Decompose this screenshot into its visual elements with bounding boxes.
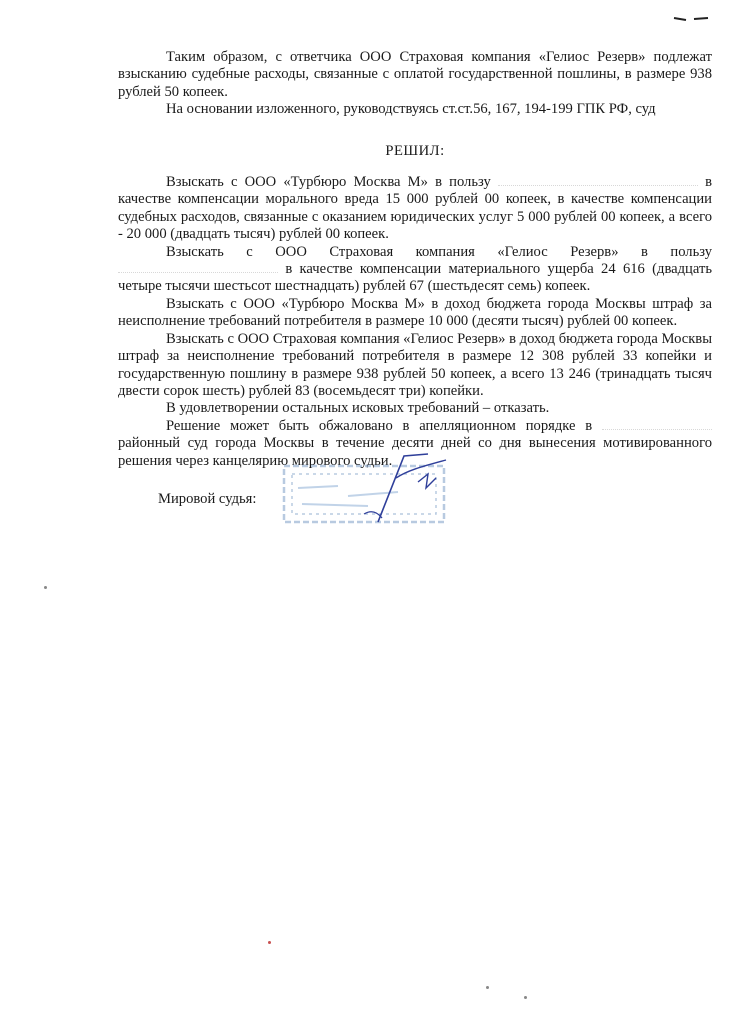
- decision-item-fine-gelios: Взыскать с ООО Страховая компания «Гелиос Резерв» в доход бюджета города Москвы штраф за неисполнение требований потребителя в размере 12 308 рублей 33 копейки и государственную пошлину в размере 938 рублей 50 копеек, а всего 13 246 (тринадцать тысяч двести сорок шесть) рублей 83 (восемьдесят три) копейки.: [118, 330, 712, 399]
- decision-item-text-end: в качестве компенсации морального вреда 15 000 рублей 00 копеек, в качестве компенсации судебных расходов, связанные с оказанием юридических услуг 5 000 рублей 00 копеек, а всего - 20 000 (двадцать тысяч) рублей 00 копеек.: [118, 174, 712, 243]
- court-stamp-and-signature: [278, 452, 468, 542]
- corner-mark: [672, 14, 712, 24]
- decision-heading: РЕШИЛ:: [385, 142, 445, 159]
- decision-item-text-start: Решение может быть обжаловано в апелляционном порядке в: [166, 417, 593, 434]
- decision-item-text-start: Взыскать с ООО Страховая компания «Гелиос Резерв» в пользу: [166, 243, 712, 260]
- redacted-name: [498, 175, 698, 186]
- paragraph-expenses: Таким образом, с ответчика ООО Страховая компания «Гелиос Резерв» подлежат взысканию судебные расходы, связанные с оплатой государственной пошлины, в размере 938 рублей 50 копеек.: [118, 49, 712, 100]
- decision-item-fine-turburo: Взыскать с ООО «Турбюро Москва М» в доход бюджета города Москвы штраф за неисполнение требований потребителя в размере 10 000 (десяти тысяч) рублей 00 копеек.: [118, 295, 712, 330]
- handwritten-signature-icon: [364, 454, 446, 522]
- scan-speck: [268, 941, 271, 944]
- paragraph-grounds: На основании изложенного, руководствуясь ст.ст.56, 167, 194-199 ГПК РФ, суд: [166, 101, 656, 118]
- scan-speck: [524, 996, 527, 999]
- decision-item-rejection: В удовлетворении остальных исковых требований – отказать.: [166, 400, 550, 417]
- scan-speck: [44, 586, 47, 589]
- decision-item-text-start: Взыскать с ООО «Турбюро Москва М» в пользу: [166, 174, 491, 191]
- signature-label: Мировой судья:: [158, 491, 257, 507]
- redacted-court-name: [602, 419, 712, 430]
- decision-item-text-end: в качестве компенсации материального ущерба 24 616 (двадцать четыре тысячи шестьсот шестнадцать) рублей 67 (шестьдесят семь) копеек.: [118, 261, 712, 295]
- decision-item-material-damage: [118, 244, 712, 296]
- document-body: [118, 49, 712, 470]
- scan-speck: [486, 986, 489, 989]
- decision-item-text-end: районный суд города Москвы в течение десяти дней со дня вынесения мотивированного решения через канцелярию мирового судьи.: [118, 435, 712, 469]
- decision-item-moral-damage: [118, 174, 712, 244]
- redacted-name: [118, 262, 278, 273]
